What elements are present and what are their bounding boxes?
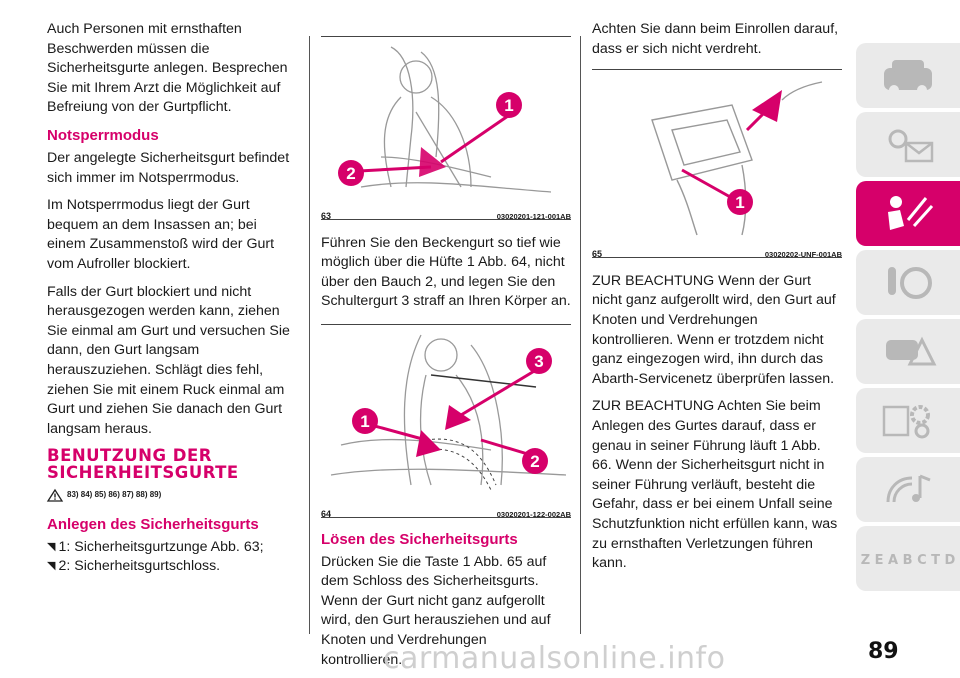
multimedia-icon (878, 468, 938, 512)
page-number: 89 (868, 639, 899, 664)
label-1: 1 (360, 411, 370, 431)
seatbelt-buckle-illustration (592, 70, 842, 235)
warning-triangle-icon (47, 489, 63, 502)
paragraph: Im Notsperrmodus liegt der Gurt bequem an dem Insassen an; bei einem Zusammenstoß wird der Gurt vom Aufroller blockiert. (47, 197, 275, 272)
tab-multimedia[interactable] (856, 457, 960, 522)
heading-loesen: Lösen des Sicherheitsgurts (321, 530, 518, 548)
figure-code: 03020201-121-001AB (496, 211, 571, 221)
warning-references (47, 485, 297, 505)
tab-safety[interactable] (856, 181, 960, 246)
figure-caption (592, 242, 842, 257)
label-3: 3 (534, 351, 544, 371)
paragraph: Falls der Gurt blockiert und nicht herausgezogen werden kann, ziehen Sie einmal am Gurt und versuchen Sie dann, den Gurt langsam herauszuziehen. Schlägt dies fehl, ziehen Sie mit einem Ruck einmal am Gurt und ziehen Sie danach den Gurt langsam heraus. (47, 283, 290, 437)
watermark: carmanualsonline.info (383, 641, 726, 676)
list-item-text: 1: Sicherheitsgurtzunge Abb. 63; (58, 538, 264, 555)
figure-caption (321, 204, 571, 219)
section-title: BENUTZUNG DER SICHERHEITSGURTE (47, 446, 239, 483)
list-bullet-icon: ◥ (47, 540, 56, 553)
tab-index[interactable] (856, 526, 960, 591)
tab-emergency[interactable] (856, 319, 960, 384)
list-item-text: 2: Sicherheitsgurtschloss. (58, 558, 221, 575)
paragraph: ZUR BEACHTUNG Wenn der Gurt nicht ganz aufgerollt wird, den Gurt auf Knoten und Verdrehungen kontrollieren. Wenn er trotzdem nicht ganz eingezogen wird, ihn durch das Abarth-Servicenetz überprüfen lassen. (592, 272, 836, 387)
tab-warning-lights[interactable] (856, 112, 960, 177)
tab-maintenance[interactable] (856, 388, 960, 453)
paragraph: ZUR BEACHTUNG Achten Sie beim Anlegen des Gurtes darauf, dass er genau in seiner Führung läuft 1 Abb. 66. Wenn der Sicherheitsgurt nicht in seiner Führung verläuft, besteht die Gefahr, dass er bei einem Unfall seine Schutzfunktion nicht erfüllen kann, was zu ernsthaften Verletzungen führen kann. (592, 398, 838, 572)
list-item (47, 557, 297, 577)
heading-anlegen: Anlegen des Sicherheitsgurts (47, 515, 259, 533)
paragraph: Der angelegte Sicherheitsgurt befindet sich immer im Notsperrmodus. (47, 149, 290, 186)
warning-refs-text: 83) 84) 85) 86) 87) 88) 89) (67, 490, 162, 500)
paragraph: Auch Personen mit ernsthaften Beschwerden müssen die Sicherheitsgurte anlegen. Besprechen Sie mit Ihrem Arzt die Möglichkeit auf Befreiung von der Gurtpflicht. (47, 21, 288, 116)
car-dashboard-icon (878, 54, 938, 98)
alphabetical-index-icon (860, 532, 956, 586)
paragraph: Führen Sie den Beckengurt so tief wie möglich über die Hüfte 1 Abb. 64, nicht über den Bauch 2, und legen Sie den Schultergurt 3 straff an Ihren Körper an. (321, 234, 571, 310)
tab-start-drive[interactable] (856, 250, 960, 315)
figure-63 (321, 36, 571, 220)
label-1: 1 (504, 96, 514, 115)
key-steering-wheel-icon (878, 261, 938, 305)
list-item (47, 538, 297, 558)
chapter-sidebar (856, 43, 960, 595)
figure-code: 03020201-122-002AB (496, 509, 571, 519)
column-left (47, 20, 297, 577)
warning-lights-icon (878, 123, 938, 167)
heading-notsperrmodus: Notsperrmodus (47, 126, 159, 144)
label-2: 2 (530, 451, 540, 471)
column-divider (309, 36, 310, 634)
list-bullet-icon: ◥ (47, 560, 56, 573)
seat-airbag-icon (878, 192, 938, 236)
index-letters: Z E A B C T D (860, 552, 956, 568)
figure-number: 64 (321, 508, 332, 519)
column-right (592, 20, 842, 582)
figure-number: 65 (592, 248, 603, 259)
seatbelt-fasten-illustration (321, 37, 571, 197)
road-warning-icon (878, 330, 938, 374)
paragraph: Drücken Sie die Taste 1 Abb. 65 auf dem Schloss des Sicherheitsgurts. Wenn der Gurt nicht ganz aufgerollt wird, den Gurt herausziehen und auf Knoten und Verdrehungen kontrollieren. (321, 553, 551, 668)
figure-64 (321, 324, 571, 518)
figure-65 (592, 69, 842, 258)
figure-number: 63 (321, 210, 332, 221)
label-1: 1 (735, 193, 745, 213)
column-middle (321, 36, 571, 678)
column-divider (580, 36, 581, 634)
tab-dashboard[interactable] (856, 43, 960, 108)
figure-caption (321, 502, 571, 517)
paragraph: Achten Sie dann beim Einrollen darauf, dass er sich nicht verdreht. (592, 21, 839, 57)
label-2: 2 (346, 164, 356, 183)
maintenance-gears-icon (878, 399, 938, 443)
figure-code: 03020202-UNF-001AB (764, 249, 842, 259)
seatbelt-position-illustration (321, 325, 571, 495)
